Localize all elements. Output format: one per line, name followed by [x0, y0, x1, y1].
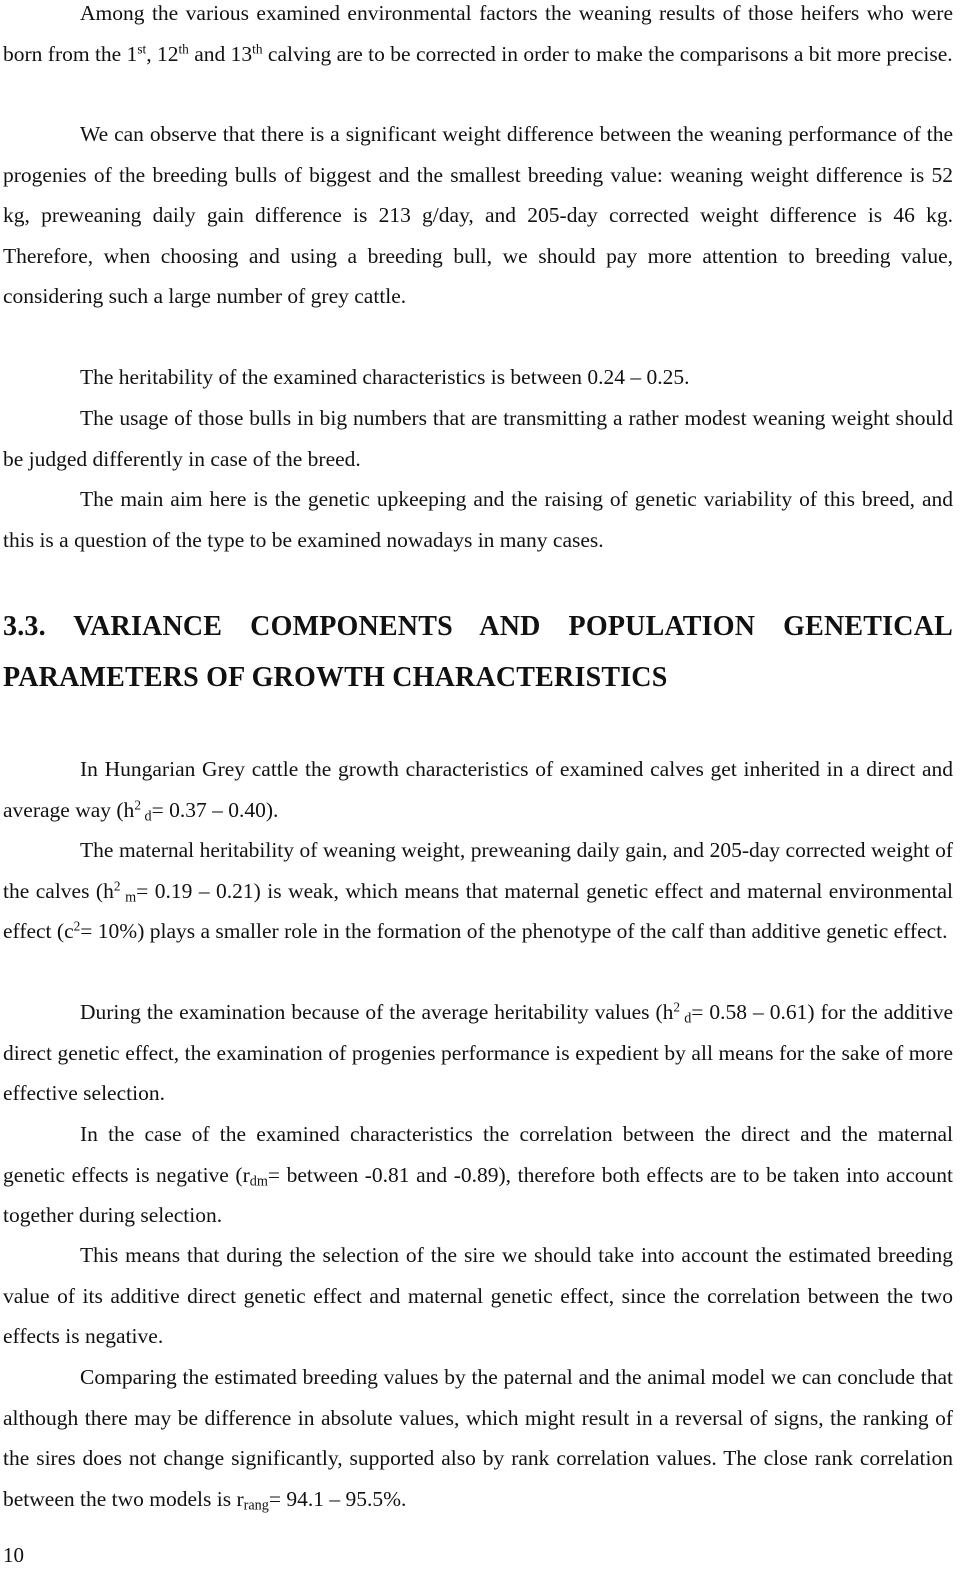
section-heading: 3.3. VARIANCE COMPONENTS AND POPULATION GENETICAL PARAMETERS OF GROWTH CHARACTERISTICS	[3, 611, 953, 693]
paragraph-correlation: In the case of the examined characteristics the correlation between the direct and the maternal genetic effects is negative ($r_{dm}=$ between -0.81 and -0.89), therefore both effects are to be taken into account together during selection.	[3, 1122, 953, 1228]
page-number: 10	[3, 1543, 24, 1567]
paragraph-maternal-heritability: The maternal heritability of weaning weight, preweaning daily gain, and 205-day corrected weight of the calves ($h^2$ $_m$= 0.19 – 0.21) is weak, which means that maternal genetic effect and maternal environmental effect $(c^2= 10\%)$ plays a smaller role in the formation of the phenotype of the calf than additive genetic effect.	[3, 838, 953, 944]
paragraph-sire-selection: This means that during the selection of the sire we should take into account the estimated breeding value of its additive direct genetic effect and maternal genetic effect, since the correlation between the two effects is negative.	[3, 1243, 953, 1349]
paragraph-main-aim: The main aim here is the genetic upkeeping and the raising of genetic variability of this breed, and this is a question of the type to be examined nowadays in many cases.	[3, 487, 953, 552]
paragraph-direct-inheritance: In Hungarian Grey cattle the growth characteristics of examined calves get inherited in a direct and average way ($h^2$ $_d$= 0.37 – 0.40).	[3, 757, 953, 825]
paragraph-examination: During the examination because of the average heritability values ($h^2$ $_d$= 0.58 – 0.61) for the additive direct genetic effect, the examination of progenies performance is expedient by all means for the sake of more effective selection.	[3, 999, 953, 1106]
paragraph-weight-difference: We can observe that there is a significant weight difference between the weaning performance of the progenies of the breeding bulls of biggest and the smallest breeding value: weaning weight difference is 52 kg, preweaning daily gain difference is 213 g/day, and 205-day corrected weight difference is 46 kg. Therefore, when choosing and using a breeding bull, we should pay more attention to breeding value, considering such a large number of grey cattle.	[3, 122, 953, 309]
paragraph-bull-usage: The usage of those bulls in big numbers that are transmitting a rather modest weaning weight should be judged differently in case of the breed.	[3, 406, 953, 471]
paragraph-breeding-values: Comparing the estimated breeding values by the paternal and the animal model we can conclude that although there may be difference in absolute values, which might result in a reversal of signs, the ranking of the sires does not change significantly, supported also by rank correlation values. The close rank correlation between the two models is $r_{rang}= 94.1 - 95.5\%$.	[3, 1365, 953, 1514]
paragraph-heritability: The heritability of the examined characteristics is between 0.24 – 0.25.	[80, 365, 690, 389]
paragraph-weaning-corrections: Among the various examined environmental factors the weaning results of those heifers who were born from the 1st, 12th and 13th calving are to be corrected in order to make the comparisons a bit more precise.	[3, 1, 953, 66]
